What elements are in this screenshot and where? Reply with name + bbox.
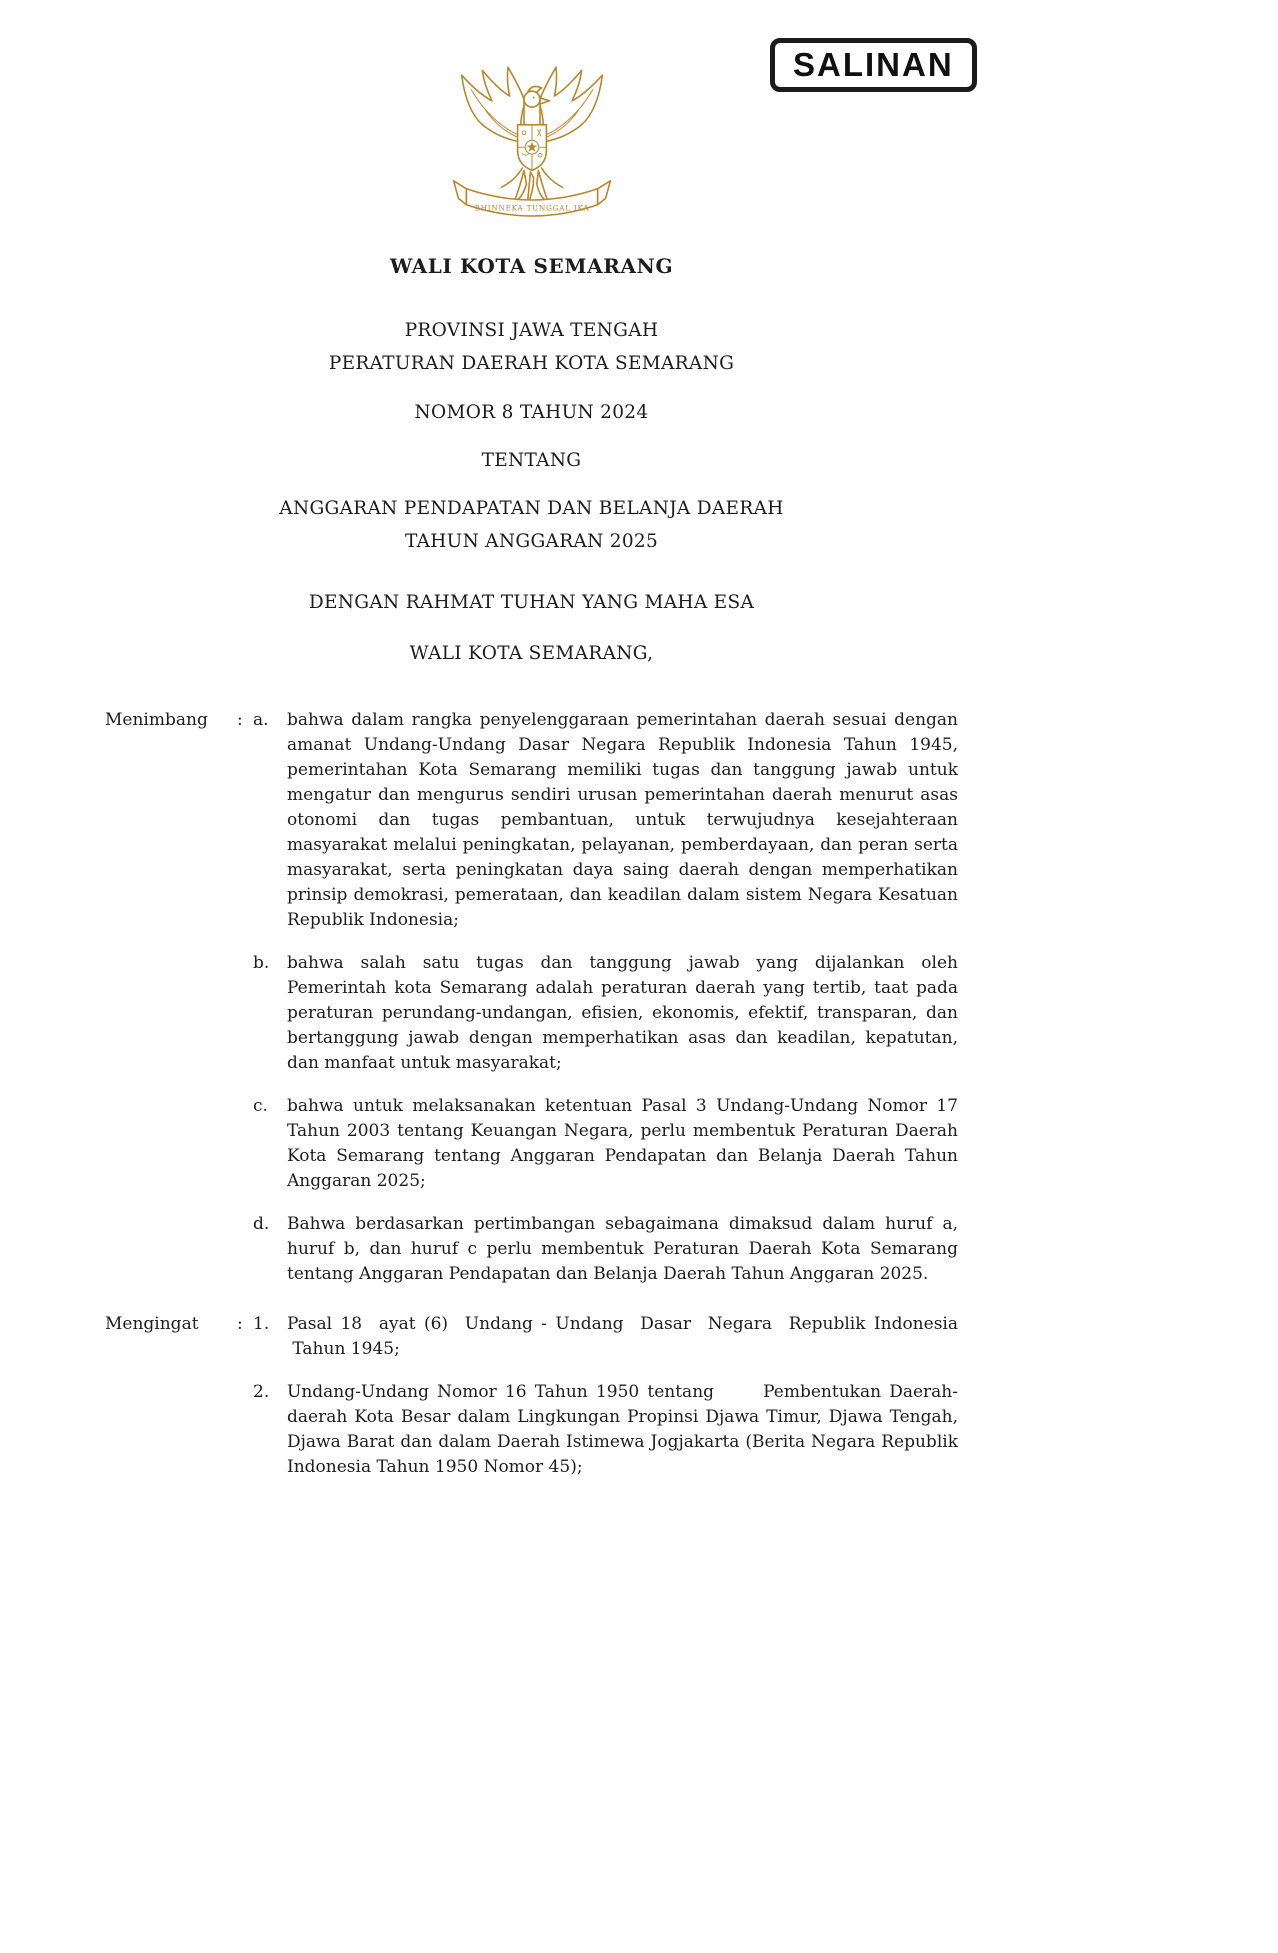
heading-subject-2: TAHUN ANGGARAN 2025 [404, 531, 659, 552]
item-text: bahwa untuk melaksanakan ketentuan Pasal 3 Undang-Undang Nomor 17 Tahun 2003 tentang Keuangan Negara, perlu membentuk Peraturan Daerah Kota Semarang tentang Anggaran Pendapatan dan Belanja Daerah Tahun Anggaran 2025; [287, 1096, 958, 1191]
menimbang-label: Menimbang [105, 710, 208, 730]
menimbang-item-c [105, 1094, 958, 1194]
heading-subject-1: ANGGARAN PENDAPATAN DAN BELANJA DAERAH [279, 498, 784, 519]
salinan-stamp-label: SALINAN [793, 46, 954, 83]
mengingat-label: Mengingat [105, 1314, 199, 1334]
heading-tentang: TENTANG [481, 450, 582, 471]
menimbang-section [105, 708, 958, 1287]
mengingat-item-2 [105, 1380, 958, 1480]
heading-number: NOMOR 8 TAHUN 2024 [414, 402, 649, 423]
mengingat-item-1 [105, 1312, 958, 1362]
item-marker: 1. [253, 1314, 270, 1334]
item-marker: c. [253, 1096, 268, 1116]
menimbang-item-a [105, 708, 958, 933]
item-text: Pasal 18 ayat (6) Undang - Undang Dasar Negara Republik Indonesia Tahun 1945; [287, 1314, 958, 1359]
mengingat-separator: : [237, 1314, 243, 1334]
mengingat-section [105, 1312, 958, 1480]
heading-regulation: PERATURAN DAERAH KOTA SEMARANG [328, 353, 735, 374]
menimbang-item-d [105, 1212, 958, 1287]
item-marker: d. [253, 1214, 270, 1234]
document-title: WALI KOTA SEMARANG [389, 254, 674, 278]
item-marker: 2. [253, 1382, 270, 1402]
menimbang-item-b [105, 951, 958, 1076]
heading-grace: DENGAN RAHMAT TUHAN YANG MAHA ESA [308, 592, 755, 613]
item-text: bahwa salah satu tugas dan tanggung jawab yang dijalankan oleh Pemerintah kota Semarang adalah peraturan daerah yang tertib, taat pada peraturan perundang-undangan, efisien, ekonomis, efektif, transparan, dan bertanggung jawab dengan memperhatikan asas dan keadilan, kepatutan, dan manfaat untuk masyarakat; [287, 953, 958, 1073]
emblem-motto-text: BHINNEKA TUNGGAL IKA [474, 203, 589, 213]
item-marker: b. [253, 953, 270, 973]
heading-issuer: WALI KOTA SEMARANG, [409, 643, 654, 664]
heading-province: PROVINSI JAWA TENGAH [404, 320, 659, 341]
garuda-emblem-icon [444, 48, 620, 240]
item-text: bahwa dalam rangka penyelenggaraan pemerintahan daerah sesuai dengan amanat Undang-Undang Dasar Negara Republik Indonesia Tahun 1945, pemerintahan Kota Semarang memiliki tugas dan tanggung jawab untuk mengatur dan mengurus sendiri urusan pemerintahan daerah menurut asas otonomi dan tugas pembantuan, untuk terwujudnya kesejahteraan masyarakat melalui peningkatan, pelayanan, pemberdayaan, dan peran serta masyarakat, serta peningkatan daya saing daerah dengan memperhatikan prinsip demokrasi, pemerataan, dan keadilan dalam sistem Negara Kesatuan Republik Indonesia; [287, 710, 958, 930]
menimbang-separator: : [237, 710, 243, 730]
salinan-stamp [770, 38, 977, 92]
document-content [105, 0, 958, 1480]
item-marker: a. [253, 710, 269, 730]
item-text: Bahwa berdasarkan pertimbangan sebagaimana dimaksud dalam huruf a, huruf b, dan huruf c perlu membentuk Peraturan Daerah Kota Semarang tentang Anggaran Pendapatan dan Belanja Daerah Tahun Anggaran 2025. [287, 1214, 958, 1284]
garuda-pancasila-emblem [105, 0, 958, 244]
item-text: Undang-Undang Nomor 16 Tahun 1950 tentang Pembentukan Daerah-daerah Kota Besar dalam Lingkungan Propinsi Djawa Timur, Djawa Tengah, Djawa Barat dan dalam Daerah Istimewa Jogjakarta (Berita Negara Republik Indonesia Tahun 1950 Nomor 45); [287, 1382, 958, 1477]
